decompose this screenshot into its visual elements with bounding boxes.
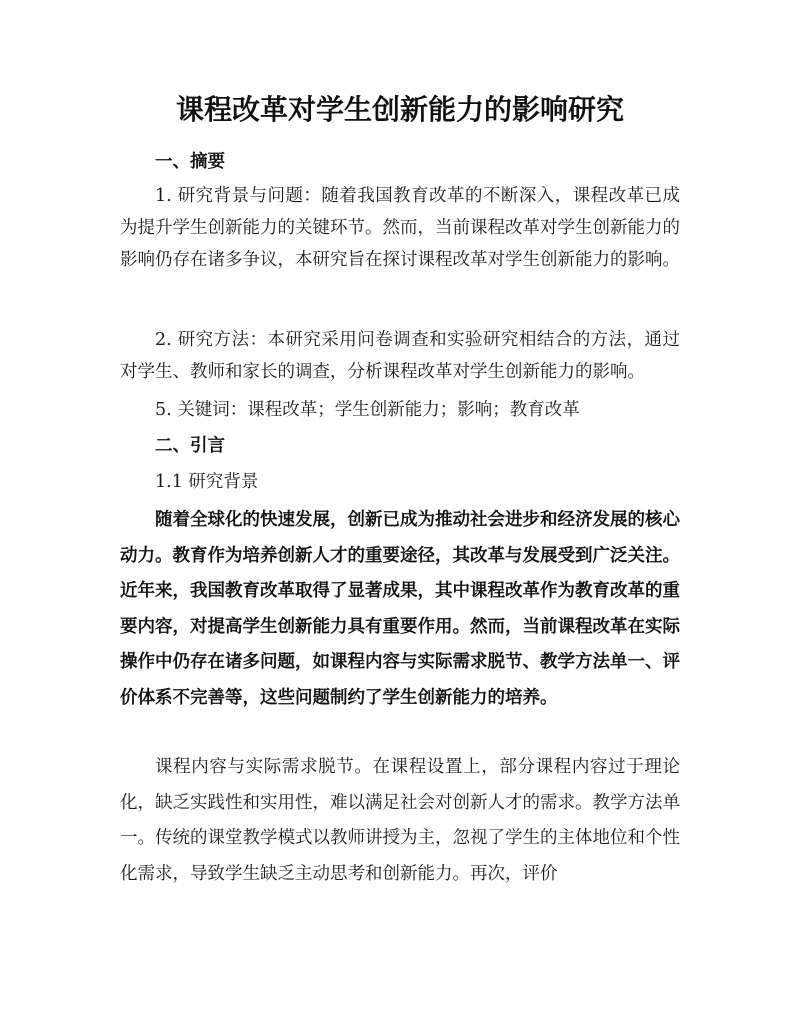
document-title: 课程改革对学生创新能力的影响研究 [175, 93, 624, 126]
background-paragraph: 随着全球化的快速发展，创新已成为推动社会进步和经济发展的核心动力。教育作为培养创新人才的重要途径，其改革与发展受到广泛关注。近年来，我国教育改革取得了显著成果，其中课程改革作为教育改革的重要内容，对提高学生创新能力具有重要作用。然而，当前课程改革在实际操作中仍存在诸多问题，如课程内容与实际需求脱节、教学方法单一、评价体系不完善等，这些问题制约了学生创新能力的培养。 [120, 510, 680, 708]
abstract-item-1: 1. 研究背景与问题：随着我国教育改革的不断深入，课程改革已成为提升学生创新能力的关键环节。然而，当前课程改革对学生创新能力的影响仍存在诸多争议，本研究旨在探讨课程改革对学生创新能力的影响。 [120, 186, 680, 270]
subsection-heading-background: 1.1 研究背景 [155, 472, 259, 492]
abstract-item-2: 2. 研究方法：本研究采用问卷调查和实验研究相结合的方法，通过对学生、教师和家长的调查，分析课程改革对学生创新能力的影响。 [120, 330, 680, 382]
keywords-line: 5. 关键词：课程改革；学生创新能力；影响；教育改革 [155, 400, 580, 420]
section-heading-introduction: 二、引言 [155, 436, 225, 456]
section-heading-abstract: 一、摘要 [155, 152, 225, 172]
problems-paragraph: 课程内容与实际需求脱节。在课程设置上，部分课程内容过于理论化，缺乏实践性和实用性，难以满足社会对创新人才的需求。教学方法单一。传统的课堂教学模式以教师讲授为主，忽视了学生的主体地位和个性化需求，导致学生缺乏主动思考和创新能力。再次，评价 [120, 757, 680, 884]
